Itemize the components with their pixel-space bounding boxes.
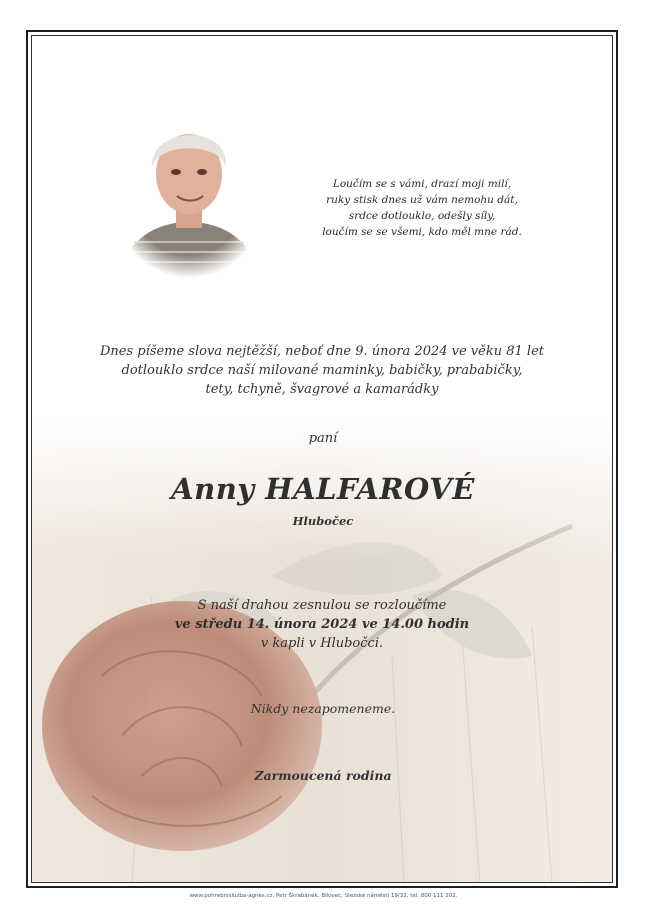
portrait-photo — [114, 112, 264, 278]
inner-border — [31, 35, 613, 883]
funeral-location: v kapli v Hlubočci. — [260, 636, 384, 651]
footer-contact: www.pohrebnisluzba-agnes.cz, Petr Škrabánek, Bílovec, Slezské náměstí 19/32, tel. 800 111 202. — [189, 893, 458, 899]
poem-line: loučím se se všemi, kdo měl mne rád. — [322, 226, 522, 238]
announcement-line: tety, tchyně, švagrové a kamarádky — [205, 382, 439, 397]
funeral-info — [122, 596, 522, 653]
poem — [302, 176, 542, 240]
deceased-place: Hlubočec — [292, 514, 354, 528]
poem-line: srdce dotlouklo, odešly síly, — [348, 210, 496, 222]
funeral-line: S naší drahou zesnulou se rozloučíme — [197, 598, 447, 613]
poem-line: ruky stisk dnes už vám nemohu dát, — [326, 194, 518, 206]
poem-line: Loučím se s vámi, drazí moji milí, — [332, 178, 512, 190]
announcement-line: Dnes píšeme slova nejtěžší, neboť dne 9. února 2024 ve věku 81 let — [100, 344, 544, 359]
funeral-date: ve středu 14. února 2024 ve 14.00 hodin — [174, 617, 470, 632]
announcement-text — [72, 342, 572, 399]
announcement-line: dotlouklo srdce naší milované maminky, babičky, prababičky, — [121, 363, 523, 378]
deceased-name: Anny HALFAROVÉ — [171, 472, 475, 506]
title-pani: paní — [308, 431, 338, 446]
never-forget-text: Nikdy nezapomeneme. — [250, 701, 396, 716]
signature: Zarmoucená rodina — [254, 768, 392, 783]
